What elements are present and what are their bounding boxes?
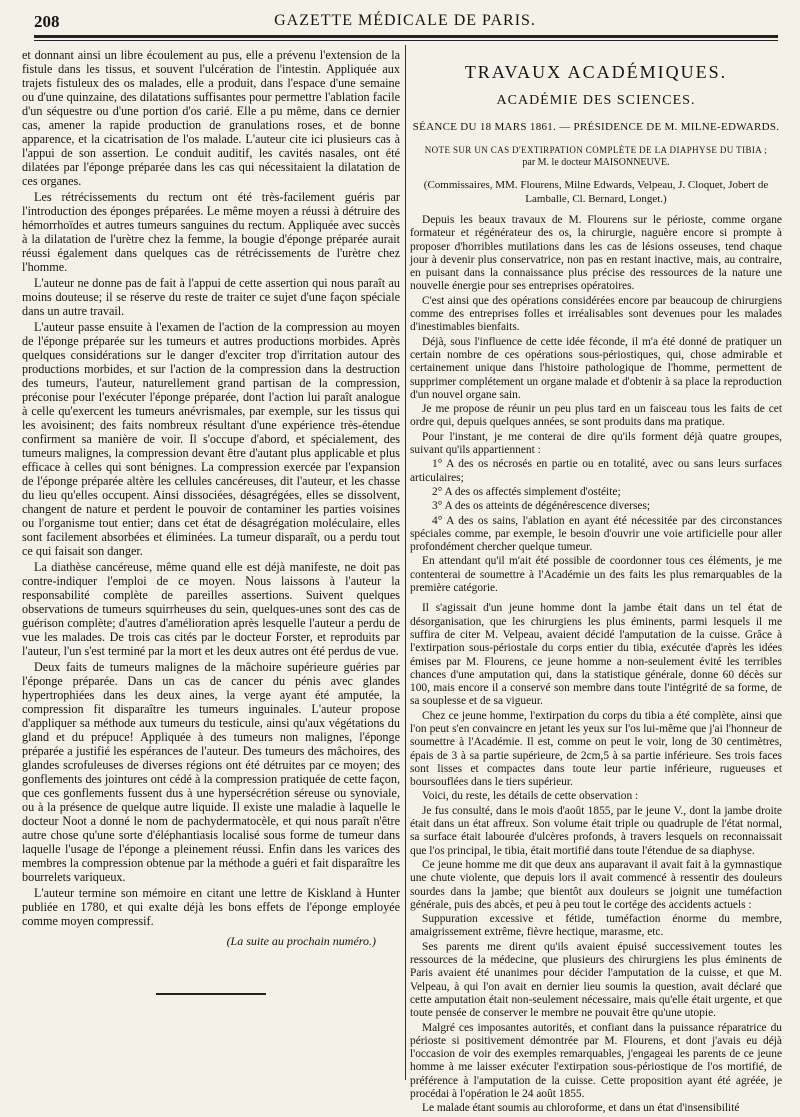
session-line: SÉANCE DU 18 MARS 1861. — PRÉSIDENCE DE M. MILNE-EDWARDS. [412,121,780,133]
column-divider [405,45,406,1080]
right-paragraph: Malgré ces imposantes autorités, et confiant dans la puissance réparatrice du périoste si positivement démontrée par M. Flourens, et dont j'avais eu déjà l'occasion de voir des exemples remarquables, j'engageai les parents de ce jeune homme à me laisser exécuter l'extirpation sous-périostique de l'os mortifié, de préférence à l'amputation de la cuisse. Cette proposition ayant été agréée, je procédai à l'opération le 24 août 1855. [410,1021,782,1100]
page-header [34,12,776,34]
end-rule [156,993,266,995]
left-paragraph: et donnant ainsi un libre écoulement au pus, elle a prévenu l'extension de la fistule dans les tissus, et souvent l'ulcération de l'intestin. Appliquée aux trajets fistuleux des os malades, elle a produit, dans l'espace d'une semaine ou d'une quinzaine, des dilatations suffisantes pour permettre l'ablation facile d'un séquestre ou d'une portion d'os carié. Elle a pu même, dans ce dernier cas, amener la rapide production de granulations roses, et de bonne apparence, et la cicatrisation de l'os malade. L'auteur cite ici plusieurs cas à l'appui de son assertion. Le conduit auditif, les cavités nasales, ont été dilatées par l'éponge préparée dans les cas qui nécessitaient la dilatation de ces organes. [22,48,400,188]
list-item: 4° A des os sains, l'ablation en ayant été nécessitée par des circonstances spéciales comme, par exemple, le besoin d'ouvrir une voie artificielle pour aller profondément chercher quelque tumeur. [410,514,782,554]
left-paragraph: L'auteur passe ensuite à l'examen de l'action de la compression au moyen de l'éponge préparée sur les tumeurs et autres productions morbides. Après quelques considérations sur le danger d'exciter trop d'irritation autour des productions morbides, et sur l'action de la compression dans la destruction des tumeurs, l'auteur, naturellement grand partisan de la compression, préconise pour l'exécuter l'éponge préparée, dont l'action lui paraît analogue à celle qu'exercent les tumeurs anévrismales, par exemple, sur les tissus qui les avoisinent; des faits nombreux résultant d'une expérience très-étendue confirment sa manière de voir. Il s'occupe d'abord, et spécialement, des tumeurs malignes, la compression devant être d'autant plus applicable et plus efficace à celles qui sont bénignes. La compression exercée par l'expansion de l'éponge préparée altère les cellules cancéreuses, dit l'auteur, et les chasse du lieu qu'elles occupent. Ainsi dissociées, désagrégées, elles se dissolvent, changent de nature et perdent le pouvoir de contaminer les parties voisines ou l'organisme tout entier; dans cet état de désagrégation moléculaire, elles sont facilement absorbées et éliminées. La tumeur disparaît, ou a perdu tout ce qui faisait son danger. [22,320,400,558]
journal-title: GAZETTE MÉDICALE DE PARIS. [274,12,536,29]
left-paragraph: L'auteur ne donne pas de fait à l'appui de cette assertion qui nous paraît au moins douteuse; il se réserve du reste de traiter ce sujet d'une façon spéciale dans un autre travail. [22,276,400,318]
header-rule-thick [34,35,778,38]
right-paragraph: Il s'agissait d'un jeune homme dont la jambe était dans un tel état de désorganisation, que les chirurgiens les plus éminents, parmi lesquels il me suffira de citer M. Velpeau, avaient décidé l'amputation de la cuisse. Grâce à l'extirpation sous-périostale du corps entier du tibia, exécutée d'après les idées émises par M. Flourens, ce jeune homme a non-seulement évité les terribles chances d'une amputation qui, dans la statistique générale, donne 60 décès sur 100, mais encore il a conservé son membre dans toute l'intégrité de sa forme, de sa souplesse et de sa vigueur. [410,602,782,708]
right-paragraph: Ses parents me dirent qu'ils avaient épuisé successivement toutes les ressources de la médecine, que plusieurs des chirurgiens les plus éminents de Paris avaient été unanimes pour décider l'amputation de la cuisse, et que M. Velpeau, à qui l'on avait en dernier lieu soumis la question, avait déclaré que cette amputation était non-seulement nécessaire, mais qu'elle était urgente, et que toute pensée de conserver le membre ne pouvait être qu'une utopie. [410,940,782,1020]
page-number: 208 [34,12,60,31]
right-paragraph: Suppuration excessive et fétide, tuméfaction énorme du membre, amaigrissement extrême, fièvre hectique, marasme, etc. [410,913,782,939]
right-paragraph: Pour l'instant, je me conterai de dire qu'ils forment déjà quatre groupes, suivant qu'ils appartiennent : [410,430,782,457]
note-author: par M. le docteur MAISONNEUVE. [522,157,670,168]
right-paragraph: Chez ce jeune homme, l'extirpation du corps du tibia a été complète, ainsi que l'on peut s'en convaincre en jetant les yeux sur l'os lui-même que j'ai l'honneur de soumettre à l'Académie. Il est, comme on peut le voir, long de 30 centimètres, épais de 3 à sa partie supérieure, de 2cm,5 à sa partie inférieure. Ses trois faces sont lisses et compactes dans toute leur partie inférieure, rugueuses et boursouflées dans le tiers supérieur. [410,709,782,789]
list-item: 1° A des os nécrosés en partie ou en totalité, avec ou sans leurs surfaces articulaires; [410,458,782,484]
right-column [410,48,782,1117]
commission-list: (Commissaires, MM. Flourens, Milne Edwards, Velpeau, J. Cloquet, Jobert de Lamballe, Cl. Bernard, Longet.) [423,179,769,205]
continuation-note: (La suite au prochain numéro.) [226,934,376,948]
right-paragraph: Voici, du reste, les détails de cette observation : [422,790,639,803]
right-paragraph: Je fus consulté, dans le mois d'août 1855, par le jeune V., dont la jambe droite était dans un état affreux. Son volume était triple ou quadruple de l'état normal, sa surface était labourée d'ulcères profonds, à travers lesquels on reconnaissait que l'os principal, le tibia, était mortifié dans toute l'étendue de sa diaphyse. [410,804,782,857]
left-paragraph: Deux faits de tumeurs malignes de la mâchoire supérieure guéries par l'éponge préparée. Dans un cas de cancer du pénis avec glandes hypertrophiées dans les deux aines, la verge ayant été amputée, la compression fit disparaître les tumeurs inguinales. L'auteur propose d'appliquer sa méthode aux tumeurs du testicule, ainsi qu'aux végétations du gland et du prépuce! Appliquée à des tumeurs non malignes, l'éponge préparée a justifié les espérances de l'auteur. Des tumeurs des mâchoires, des glandes scrofuleuses de diverses régions ont été détruites par ce moyen; des gonflements des jointures ont cédé à la compression pratiquée de cette façon, que ces gonflements fussent dus à une hypersécrétion séreuse ou synoviale, ou à la présence de quelque autre liquide. Il existe une maladie à laquelle le docteur Noot a donné le nom de pachydermatocèle, et qui nous paraît n'être autre chose qu'une sorte d'éléphantiasis localisé sous forme de tumeur dans laquelle l'usage de l'éponge a pleinement réussi. Enfin dans les varices des membres la compression obtenue par la méthode a guéri et fait disparaître les bourrelets variqueux. [22,660,400,884]
header-rule-thin [34,40,778,41]
list-item: 3° A des os atteints de dégénérescence diverses; [432,500,651,513]
subsection-title: ACADÉMIE DES SCIENCES. [496,93,696,108]
left-paragraph: L'auteur termine son mémoire en citant une lettre de Kiskland à Hunter publiée en 1780, et qui exalte déjà les bons effets de l'éponge employée comme moyen compressif. [22,886,400,928]
section-title: TRAVAUX ACADÉMIQUES. [464,62,728,82]
right-paragraph: Déjà, sous l'influence de cette idée féconde, il m'a été donné de pratiquer un certain nombre de ces opérations sous-périostiques, qui, chose admirable et certainement unique dans l'histoire pathologique de l'homme, permettent de supprimer complétement un organe malade et d'obtenir à sa place la reproduction d'un nouvel organe sain. [410,335,782,401]
right-paragraph: Je me propose de réunir un peu plus tard en un faisceau tous les faits de cet ordre qui, depuis quelques années, se sont produits dans ma pratique. [410,403,782,429]
right-paragraph: En attendant qu'il m'ait été possible de coordonner tous ces éléments, je me contenterai de soumettre à l'Académie un des faits les plus remarquables de la première catégorie. [410,555,782,595]
note-title: NOTE SUR UN CAS D'EXTIRPATION COMPLÈTE DE LA DIAPHYSE DU TIBIA ; [424,145,768,155]
right-paragraph: Le malade étant soumis au chloroforme, et dans un état d'insensibilité [422,1102,740,1115]
right-paragraph: Depuis les beaux travaux de M. Flourens sur le périoste, comme organe formateur et régénérateur des os, la chirurgie, naguère encore si prompte à proposer d'horribles mutilations dans les cas de lésions osseuses, tend chaque jour à devenir plus conservatrice, non pas en restant inactive, mais, au contraire, en puisant dans la connaissance plus précise des ressources de la nature une nouvelle énergie pour ses entreprises opératoires. [410,214,782,293]
right-paragraph: C'est ainsi que des opérations considérées encore par beaucoup de chirurgiens comme des entreprises folles et irréalisables sont devenues pour les malades d'inestimables bienfaits. [410,294,782,334]
left-paragraph: Les rétrécissements du rectum ont été très-facilement guéris par l'introduction des éponges préparées. Le même moyen a réussi à détruire des hémorrhoïdes et autres tumeurs sanguines du rectum. Appliquée avec succès à la dilatation de l'urètre chez la femme, la bougie d'éponge préparée aurait réussi également dans quelques cas de rétrécissements de l'urètre chez l'homme. [22,190,400,274]
list-item: 2° A des os affectés simplement d'ostéite; [432,485,621,498]
left-column [22,48,400,995]
left-paragraph: La diathèse cancéreuse, même quand elle est déjà manifeste, ne doit pas contre-indiquer l'emploi de ce moyen. Nous laissons à l'auteur la responsabilité complète de pareilles assertions. Suivent quelques observations de tumeurs squirrheuses du sein, quelques-unes sont des cas de guérison complète; d'autres d'amélioration après lesquelle l'auteur a perdu de vue les malades. De trois cas cités par le docteur Forster, et reproduits par l'auteur, l'un s'est terminé par la mort et les deux autres ont été perdus de vue. [22,560,400,658]
right-paragraph: Ce jeune homme me dit que deux ans auparavant il avait fait à la gymnastique une chute violente, que depuis lors il avait commencé à ressentir des douleurs sourdes dans la jambe; que bientôt aux douleurs se joignit une tuméfaction générale, puis des abcès, et peu à peu tout le cortége des accidents actuels : [410,858,782,911]
